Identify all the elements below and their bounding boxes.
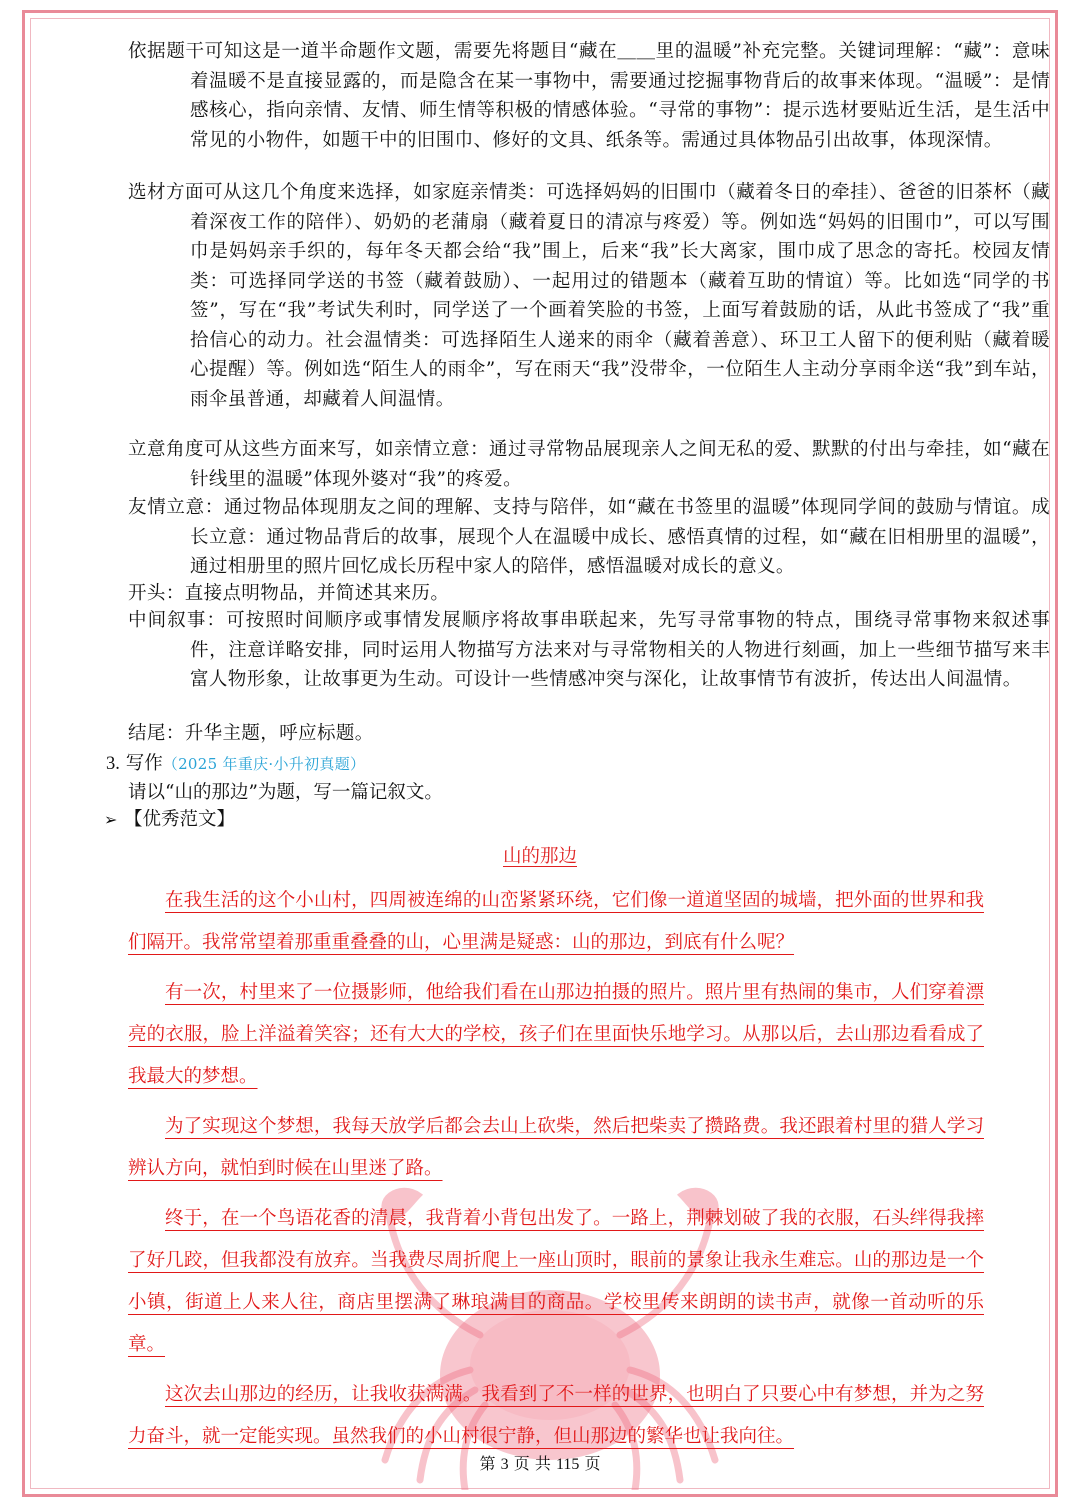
essay-paragraph: 为了实现这个梦想，我每天放学后都会去山上砍柴，然后把柴卖了攒路费。我还跟着村里的猎人学习辨认方向，就怕到时候在山里迷了路。 xyxy=(128,1116,984,1179)
question-source: （2025 年重庆·小升初真题） xyxy=(162,755,366,773)
analysis-ending: 结尾：升华主题，呼应标题。 xyxy=(128,723,374,744)
analysis-opening: 开头：直接点明物品，并简述其来历。 xyxy=(128,583,450,604)
analysis-theme-friendship: 友情立意：通过物品体现朋友之间的理解、支持与陪伴，如“藏在书签里的温暖”体现同学间的鼓励与情谊。成长立意：通过物品背后的故事，展现个人在温暖中成长、感悟真情的过程，如“藏在旧相册里的温暖”，通过相册里的照片回忆成长历程中家人的陪伴，感悟温暖对成长的意义。 xyxy=(128,497,1050,577)
page-number: 第 3 页 共 115 页 xyxy=(479,1454,601,1473)
analysis-topic: 依据题干可知这是一道半命题作文题，需要先将题目“藏在＿＿里的温暖”补充完整。关键词理解：“藏”：意味着温暖不是直接显露的，而是隐含在某一事物中，需要通过挖掘事物背后的故事来体现。“温暖”：是情感核心，指向亲情、友情、师生情等积极的情感体验。“寻常的事物”：提示选材要贴近生活，是生活中常见的小物件，如题干中的旧围巾、修好的文具、纸条等。需通过具体物品引出故事，体现深情。 xyxy=(128,41,1050,151)
analysis-middle: 中间叙事：可按照时间顺序或事情发展顺序将故事串联起来，先写寻常事物的特点，围绕寻常事物来叙述事件，注意详略安排，同时运用人物描写方法来对与寻常物相关的人物进行刻画，加上一些细节描写来丰富人物形象，让故事更为生动。可设计一些情感冲突与深化，让故事情节有波折，传达出人间温情。 xyxy=(128,610,1050,690)
total-pages: 115 xyxy=(555,1456,580,1473)
essay-paragraph: 这次去山那边的经历，让我收获满满。我看到了不一样的世界，也明白了只要心中有梦想，并为之努力奋斗，就一定能实现。虽然我们的小山村很宁静，但山那边的繁华也让我向往。 xyxy=(128,1384,984,1447)
model-essay-heading xyxy=(104,807,235,833)
essay-title-text: 山的那边 xyxy=(502,846,577,867)
essay-paragraph: 有一次，村里来了一位摄影师，他给我们看在山那边拍摄的照片。照片里有热闹的集市，人们穿着漂亮的衣服，脸上洋溢着笑容；还有大大的学校，孩子们在里面快乐地学习。从那以后，去山那边看看成了我最大的梦想。 xyxy=(128,982,984,1087)
question-number: 3. xyxy=(106,754,120,774)
model-essay-label: 【优秀范文】 xyxy=(124,809,236,830)
essay-title xyxy=(0,843,1080,871)
arrow-bullet-icon: ➢ xyxy=(104,810,118,829)
current-page: 3 xyxy=(500,1456,509,1473)
question-prompt: 请以“山的那边”为题，写一篇记叙文。 xyxy=(128,782,443,803)
essay-paragraph: 在我生活的这个小山村，四周被连绵的山峦紧紧环绕，它们像一道道坚固的城墙，把外面的世界和我们隔开。我常常望着那重重叠叠的山，心里满是疑惑：山的那边，到底有什么呢？ xyxy=(128,890,984,953)
question-heading xyxy=(106,751,365,777)
analysis-material: 选材方面可从这几个角度来选择，如家庭亲情类：可选择妈妈的旧围巾（藏着冬日的牵挂）、爸爸的旧茶杯（藏着深夜工作的陪伴）、奶奶的老蒲扇（藏着夏日的清凉与疼爱）等。例如选“妈妈的旧围巾”，可以写围巾是妈妈亲手织的，每年冬天都会给“我”围上，后来“我”长大离家，围巾成了思念的寄托。校园友情类：可选择同学送的书签（藏着鼓励）、一起用过的错题本（藏着互助的情谊）等。比如选“同学的书签”，写在“我”考试失利时，同学送了一个画着笑脸的书签，上面写着鼓励的话，从此书签成了“我”重拾信心的动力。社会温情类：可选择陌生人递来的雨伞（藏着善意）、环卫工人留下的便利贴（藏着暖心提醒）等。例如选“陌生人的雨伞”，写在雨天“我”没带伞，一位陌生人主动分享雨伞送“我”到车站，雨伞虽普通，却藏着人间温情。 xyxy=(128,182,1050,410)
essay-body xyxy=(128,880,984,1466)
essay-paragraph: 终于，在一个鸟语花香的清晨，我背着小背包出发了。一路上，荆棘划破了我的衣服，石头绊得我摔了好几跤，但我都没有放弃。当我费尽周折爬上一座山顶时，眼前的景象让我永生难忘。山的那边是一个小镇，街道上人来人往，商店里摆满了琳琅满目的商品。学校里传来朗朗的读书声，就像一首动听的乐章。 xyxy=(128,1208,984,1355)
analysis-theme-family: 立意角度可从这些方面来写，如亲情立意：通过寻常物品展现亲人之间无私的爱、默默的付出与牵挂，如“藏在针线里的温暖”体现外婆对“我”的疼爱。 xyxy=(128,439,1050,490)
question-label: 写作 xyxy=(125,753,163,774)
